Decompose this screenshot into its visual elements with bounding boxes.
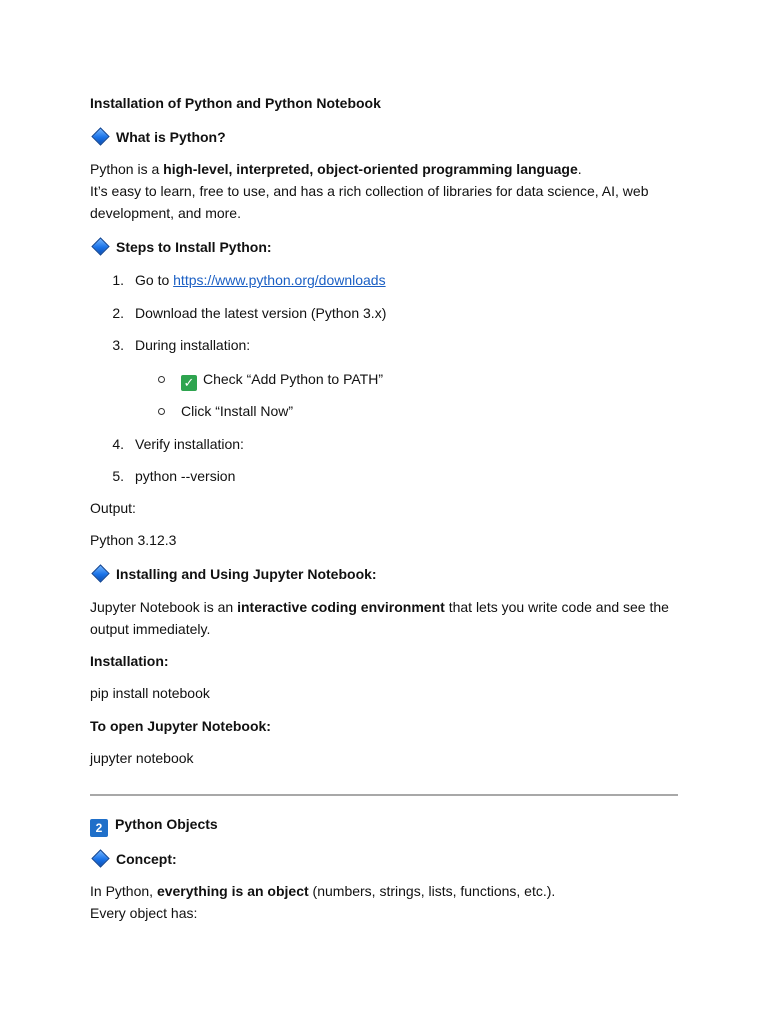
blue-diamond-icon (91, 237, 109, 255)
section-heading-what-is-python (90, 126, 226, 148)
list-number: 1. (112, 272, 124, 288)
hollow-bullet-icon (158, 408, 165, 415)
text-span: Check “Add Python to PATH” (203, 371, 383, 387)
bold-text: everything is an object (156, 883, 309, 899)
list-text: During installation: (135, 337, 251, 353)
text-span: In Python, (90, 883, 157, 899)
list-text: Download the latest version (Python 3.x) (135, 305, 387, 321)
section-heading-jupyter (90, 563, 377, 585)
list-text (135, 269, 386, 291)
section-heading-concept (90, 848, 177, 870)
paragraph-line: It’s easy to learn, free to use, and has a rich collection of libraries for data science, AI, web (90, 183, 649, 199)
section-heading-python-objects (90, 813, 218, 837)
sub-list-item (90, 400, 680, 422)
text-span: that lets you write code and see the (444, 599, 669, 615)
horizontal-divider (90, 794, 678, 796)
text-span: Go to (135, 272, 174, 288)
bold-text: high-level, interpreted, object-oriented programming language (163, 161, 578, 177)
document-page (90, 0, 680, 1024)
sub-list-text (181, 368, 383, 391)
heading-label: Concept: (116, 851, 177, 867)
paragraph-python-intro (90, 158, 582, 180)
list-number: 2. (112, 305, 124, 321)
list-item (90, 334, 680, 356)
installation-label: Installation: (90, 653, 169, 669)
paragraph-line: Every object has: (90, 905, 198, 921)
paragraph-jupyter (90, 596, 669, 618)
heading-label: Installing and Using Jupyter Notebook: (116, 566, 377, 582)
section-heading-steps (90, 236, 272, 258)
open-label: To open Jupyter Notebook: (90, 718, 271, 734)
text-span: . (577, 161, 582, 177)
list-number: 5. (112, 468, 124, 484)
list-number: 4. (112, 436, 124, 452)
paragraph-objects (90, 880, 555, 902)
list-item (90, 302, 680, 324)
list-item (90, 465, 680, 487)
text-span: Jupyter Notebook is an (90, 599, 238, 615)
blue-diamond-icon (91, 564, 109, 582)
python-downloads-link[interactable]: https://www.python.org/downloads (173, 272, 386, 288)
output-value: Python 3.12.3 (90, 532, 177, 548)
install-command: pip install notebook (90, 685, 210, 701)
heading-label: Steps to Install Python: (116, 239, 272, 255)
blue-diamond-icon (91, 849, 109, 867)
heading-label: What is Python? (116, 129, 226, 145)
doc-title: Installation of Python and Python Notebook (90, 95, 381, 111)
paragraph-line: development, and more. (90, 205, 241, 221)
bold-text: interactive coding environment (237, 599, 445, 615)
number-two-icon: 2 (90, 819, 108, 837)
sub-list-item (90, 368, 680, 390)
hollow-bullet-icon (158, 376, 165, 383)
sub-list-text: Click “Install Now” (181, 403, 294, 419)
list-number: 3. (112, 337, 124, 353)
list-item (90, 433, 680, 455)
open-command: jupyter notebook (90, 750, 194, 766)
output-label: Output: (90, 500, 136, 516)
text-span: Python is a (90, 161, 164, 177)
check-mark-icon: ✓ (181, 375, 197, 391)
blue-diamond-icon (91, 127, 109, 145)
text-span: (numbers, strings, lists, functions, etc.). (308, 883, 556, 899)
list-text: python --version (135, 468, 236, 484)
paragraph-line: output immediately. (90, 621, 211, 637)
list-item (90, 269, 680, 291)
heading-label: Python Objects (115, 816, 218, 832)
list-text: Verify installation: (135, 436, 244, 452)
